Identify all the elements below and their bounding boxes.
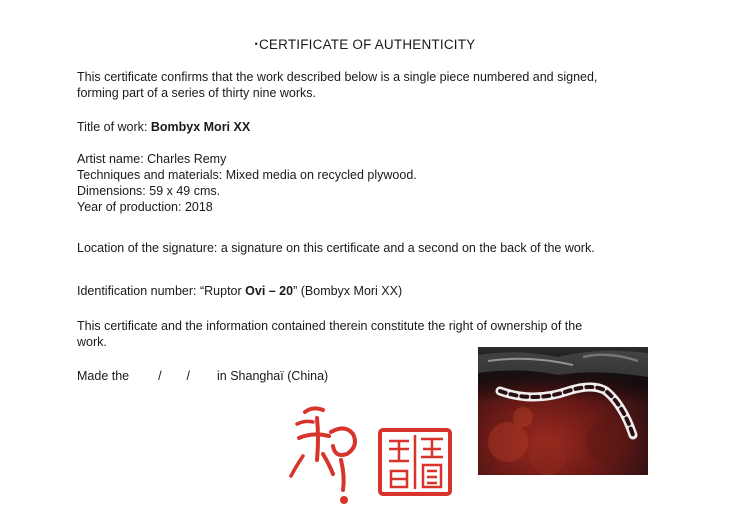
date-slash-2: / (186, 369, 191, 383)
dimensions: Dimensions: 59 x 49 cms. (77, 184, 221, 198)
intro-line-1: This certificate confirms that the work described below is a single piece numbered and signed, (77, 70, 598, 84)
identification-suffix: (Bombyx Mori XX) (297, 284, 403, 298)
intro-line-2: forming part of a series of thirty nine works. (77, 86, 316, 100)
artwork-image (478, 347, 648, 475)
title-of-work-value: Bombyx Mori XX (150, 120, 251, 134)
identification-number (77, 284, 402, 299)
title-text: CERTIFICATE OF AUTHENTICITY (258, 37, 476, 52)
signature-mark (283, 398, 363, 508)
date-slash-1: / (158, 369, 162, 383)
signature-location: Location of the signature: a signature on this certificate and a second on the back of the work. (77, 241, 595, 255)
identification-label: Identification number: “Ruptor (77, 284, 246, 298)
identification-quote-end: ” (293, 284, 298, 298)
ownership-line-1: This certificate and the information contained therein constitute the right of ownership of the (77, 319, 583, 333)
title-mark: • (254, 39, 258, 49)
title-of-work (77, 120, 250, 135)
ownership-line-2: work. (77, 335, 107, 349)
made-line (77, 369, 328, 384)
made-the-label: Made the (77, 369, 130, 383)
identification-code: Ovi – 20 (245, 284, 294, 298)
year-of-production: Year of production: 2018 (77, 200, 213, 214)
techniques: Techniques and materials: Mixed media on recycled plywood. (77, 168, 417, 182)
seal-stamp (377, 427, 453, 497)
made-place: in Shanghaï (China) (217, 369, 329, 383)
artist-name: Artist name: Charles Remy (77, 152, 227, 166)
certificate-title (0, 37, 730, 52)
title-of-work-label: Title of work: (77, 120, 151, 134)
